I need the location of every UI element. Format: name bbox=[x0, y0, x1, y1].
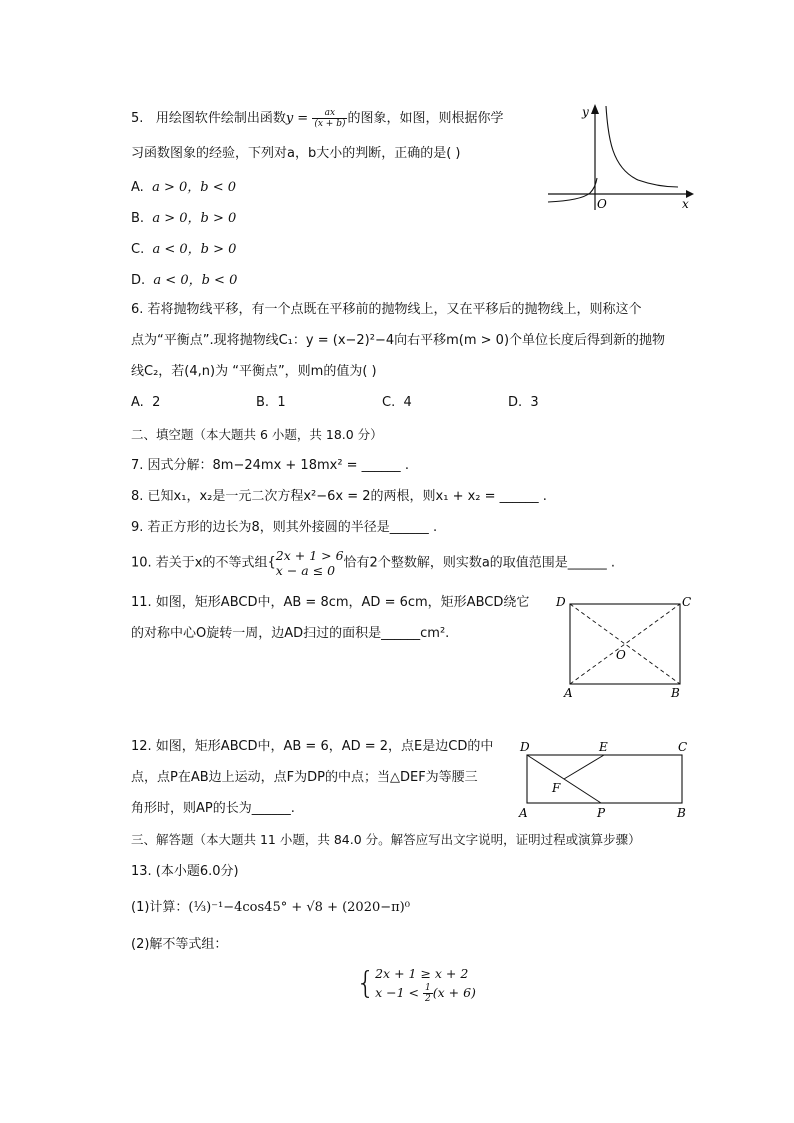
q6-option-c bbox=[382, 395, 412, 410]
q6-option-d-text: 3 bbox=[530, 395, 539, 410]
q11-rectangle-figure bbox=[552, 592, 702, 702]
q5-line1-post: 的图象，如图，则根据你学 bbox=[347, 111, 504, 126]
q13-sys-frac-num: 1 bbox=[424, 983, 431, 993]
q12-line3: 角形时，则AP的长为______. bbox=[131, 801, 295, 816]
q10-system bbox=[276, 548, 344, 578]
q13-system-rows bbox=[375, 964, 476, 1004]
q13-system bbox=[356, 964, 476, 1004]
q5-graph-figure bbox=[540, 98, 700, 218]
q5-line1-pre: 用绘图软件绘制出函数 bbox=[155, 111, 286, 126]
q5-origin-label: O bbox=[597, 197, 607, 211]
q13-part1-label: (1)计算： bbox=[131, 900, 189, 915]
q6-option-b bbox=[256, 395, 286, 410]
q11-label-o: O bbox=[616, 648, 626, 662]
q5-option-b-text: a > 0，b > 0 bbox=[152, 211, 237, 226]
q5-option-b bbox=[131, 207, 236, 226]
q12-label-p: P bbox=[597, 806, 606, 820]
q10-row1: 2x + 1 > 6 bbox=[275, 548, 344, 563]
q11-label-b: B bbox=[671, 686, 680, 700]
q6-line1: 6. 若将抛物线平移，有一个点既在平移前的抛物线上，又在平移后的抛物线上，则称这个 bbox=[131, 302, 642, 317]
q7-line: 7. 因式分解：8m−24mx + 18mx² = ______ . bbox=[131, 458, 409, 473]
q12-rectangle bbox=[527, 755, 682, 803]
q5-frac-num: ax bbox=[312, 108, 347, 119]
q5-option-b-label: B. bbox=[131, 211, 145, 226]
q5-fraction bbox=[312, 108, 347, 129]
q5-y-arrow bbox=[591, 104, 599, 114]
q12-line2: 点，点P在AB边上运动，点F为DP的中点；当△DEF为等腰三 bbox=[131, 770, 478, 785]
q12-label-c: C bbox=[678, 740, 688, 754]
q13-sys-row2-post: (x + 6) bbox=[432, 985, 476, 1000]
q9-line: 9. 若正方形的边长为8，则其外接圆的半径是______ . bbox=[131, 520, 438, 535]
q6-option-c-label: C. bbox=[382, 395, 396, 410]
q5-frac-den: (x + b) bbox=[314, 119, 346, 129]
q13-sys-row1: 2x + 1 ≥ x + 2 bbox=[375, 966, 469, 981]
section-3-heading: 三、解答题（本大题共 11 小题，共 84.0 分。解答应写出文字说明，证明过程或演算步骤） bbox=[131, 832, 641, 847]
q13-sys-row2-pre: x −1 < bbox=[375, 985, 419, 1000]
q12-label-f: F bbox=[552, 781, 561, 795]
q10-line bbox=[131, 548, 615, 579]
q6-option-a-label: A. bbox=[131, 395, 144, 410]
q5-option-c-label: C. bbox=[131, 242, 145, 257]
q10-pre: 10. 若关于x的不等式组 bbox=[131, 555, 268, 571]
q5-func-y: y = bbox=[285, 111, 309, 126]
q6-option-a bbox=[131, 395, 160, 410]
q5-option-a bbox=[131, 176, 236, 195]
q12-rectangle-figure bbox=[515, 737, 695, 822]
q12-line1: 12. 如图，矩形ABCD中，AB = 6，AD = 2，点E是边CD的中 bbox=[131, 739, 494, 754]
q13-brace: { bbox=[356, 966, 376, 1001]
q6-option-d bbox=[508, 395, 539, 410]
q5-curve-left bbox=[548, 178, 597, 202]
q13-sys-frac-den: 2 bbox=[424, 994, 431, 1004]
q10-brace: { bbox=[267, 555, 276, 570]
q5-option-c-text: a < 0，b > 0 bbox=[152, 242, 237, 257]
q6-line3: 线C₂，若(4,n)为 “平衡点”，则m的值为( ) bbox=[131, 364, 377, 379]
q5-curve-right bbox=[606, 106, 678, 187]
q6-option-b-label: B. bbox=[256, 395, 270, 410]
q5-option-d-text: a < 0，b < 0 bbox=[153, 273, 238, 288]
q10-post: 恰有2个整数解，则实数a的取值范围是______ . bbox=[343, 555, 616, 571]
q13-part1-expr: (⅓)⁻¹−4cos45° + √8 + (2020−π)⁰ bbox=[188, 900, 410, 915]
q5-x-label: x bbox=[682, 197, 689, 211]
q6-option-b-text: 1 bbox=[277, 395, 286, 410]
q6-line2: 点为“平衡点”.现将抛物线C₁：y = (x−2)²−4向右平移m(m > 0)个单位长度后得到新的抛物 bbox=[131, 333, 666, 348]
q5-option-d-label: D. bbox=[131, 273, 146, 288]
q5-line1 bbox=[131, 108, 503, 129]
q13-part2: (2)解不等式组： bbox=[131, 937, 228, 952]
q13-sys-fraction bbox=[423, 983, 433, 1004]
q12-label-b: B bbox=[677, 806, 686, 820]
q12-label-e: E bbox=[599, 740, 608, 754]
q6-option-a-text: 2 bbox=[152, 395, 161, 410]
q11-line1: 11. 如图，矩形ABCD中，AB = 8cm，AD = 6cm，矩形ABCD绕它 bbox=[131, 595, 530, 610]
q5-option-a-text: a > 0，b < 0 bbox=[152, 180, 236, 195]
q5-option-d bbox=[131, 269, 237, 288]
q6-option-c-text: 4 bbox=[403, 395, 412, 410]
q5-y-label: y bbox=[582, 105, 589, 119]
q11-label-c: C bbox=[682, 595, 692, 609]
q6-option-d-label: D. bbox=[508, 395, 523, 410]
section-2-heading: 二、填空题（本大题共 6 小题，共 18.0 分） bbox=[131, 427, 383, 442]
q13-part1 bbox=[131, 899, 410, 917]
q13-title: 13. (本小题6.0分) bbox=[131, 864, 239, 879]
q5-line2: 习函数图象的经验，下列对a，b大小的判断，正确的是( ) bbox=[131, 146, 461, 161]
q12-label-a: A bbox=[519, 806, 528, 820]
q11-line2: 的对称中心O旋转一周，边AD扫过的面积是______cm². bbox=[131, 626, 450, 641]
q12-segment-ef bbox=[564, 755, 604, 779]
q5-option-c bbox=[131, 238, 236, 257]
q12-label-d: D bbox=[520, 740, 530, 754]
q13-sys-row2 bbox=[375, 983, 476, 1004]
q8-line: 8. 已知x₁，x₂是一元二次方程x²−6x = 2的两根，则x₁ + x₂ = ______ . bbox=[131, 489, 547, 504]
q10-row2: x − a ≤ 0 bbox=[275, 563, 336, 578]
q11-label-a: A bbox=[564, 686, 573, 700]
q5-number: 5. bbox=[131, 111, 144, 126]
q11-label-d: D bbox=[556, 595, 566, 609]
q5-option-a-label: A. bbox=[131, 180, 144, 195]
